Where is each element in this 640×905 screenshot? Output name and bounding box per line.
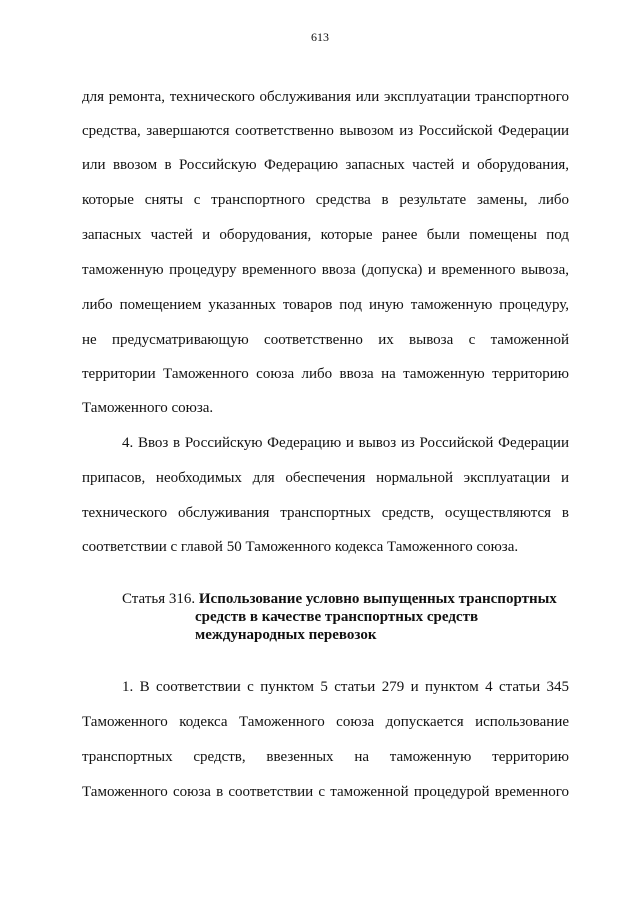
article-title: Использование условно выпущенных транспортных xyxy=(198,591,557,607)
body-text-line: транспортных средств, ввезенных на таможенную территорию xyxy=(82,749,569,765)
body-text-line: припасов, необходимых для обеспечения нормальной эксплуатации и xyxy=(82,470,569,486)
body-text-line: средства, завершаются соответственно вывозом из Российской Федерации xyxy=(82,123,569,139)
body-text-line: запасных частей и оборудования, которые ранее были помещены под xyxy=(82,227,569,243)
body-text-line: 1. В соответствии с пунктом 5 статьи 279 и пунктом 4 статьи 345 xyxy=(122,679,569,695)
body-text-line: для ремонта, технического обслуживания или эксплуатации транспортного xyxy=(82,89,569,105)
body-text-line: 4. Ввоз в Российскую Федерацию и вывоз из Российской Федерации xyxy=(122,435,569,451)
article-title-line: средств в качестве транспортных средств xyxy=(195,609,479,625)
body-text-line: или ввозом в Российскую Федерацию запасных частей и оборудования, xyxy=(82,157,569,173)
body-text-line: таможенную процедуру временного ввоза (допуска) и временного вывоза, xyxy=(82,262,569,278)
body-text-line: территории Таможенного союза либо ввоза на таможенную территорию xyxy=(82,366,569,382)
article-title-line: международных перевозок xyxy=(195,627,377,643)
body-text-line: Таможенного союза. xyxy=(82,400,214,416)
article-heading xyxy=(122,590,582,608)
body-text-line: не предусматривающую соответственно их вывоза с таможенной xyxy=(82,332,569,348)
body-text-line: Таможенного союза в соответствии с таможенной процедурой временного xyxy=(82,784,569,800)
page-number: 613 xyxy=(311,30,329,44)
body-text-line: которые сняты с транспортного средства в результате замены, либо xyxy=(82,192,569,208)
article-label: Статья 316. xyxy=(122,591,196,607)
body-text-line: соответствии с главой 50 Таможенного кодекса Таможенного союза. xyxy=(82,539,519,555)
body-text-line: Таможенного кодекса Таможенного союза допускается использование xyxy=(82,714,569,730)
body-text-line: технического обслуживания транспортных средств, осуществляются в xyxy=(82,505,569,521)
body-text-line: либо помещением указанных товаров под иную таможенную процедуру, xyxy=(82,297,569,313)
